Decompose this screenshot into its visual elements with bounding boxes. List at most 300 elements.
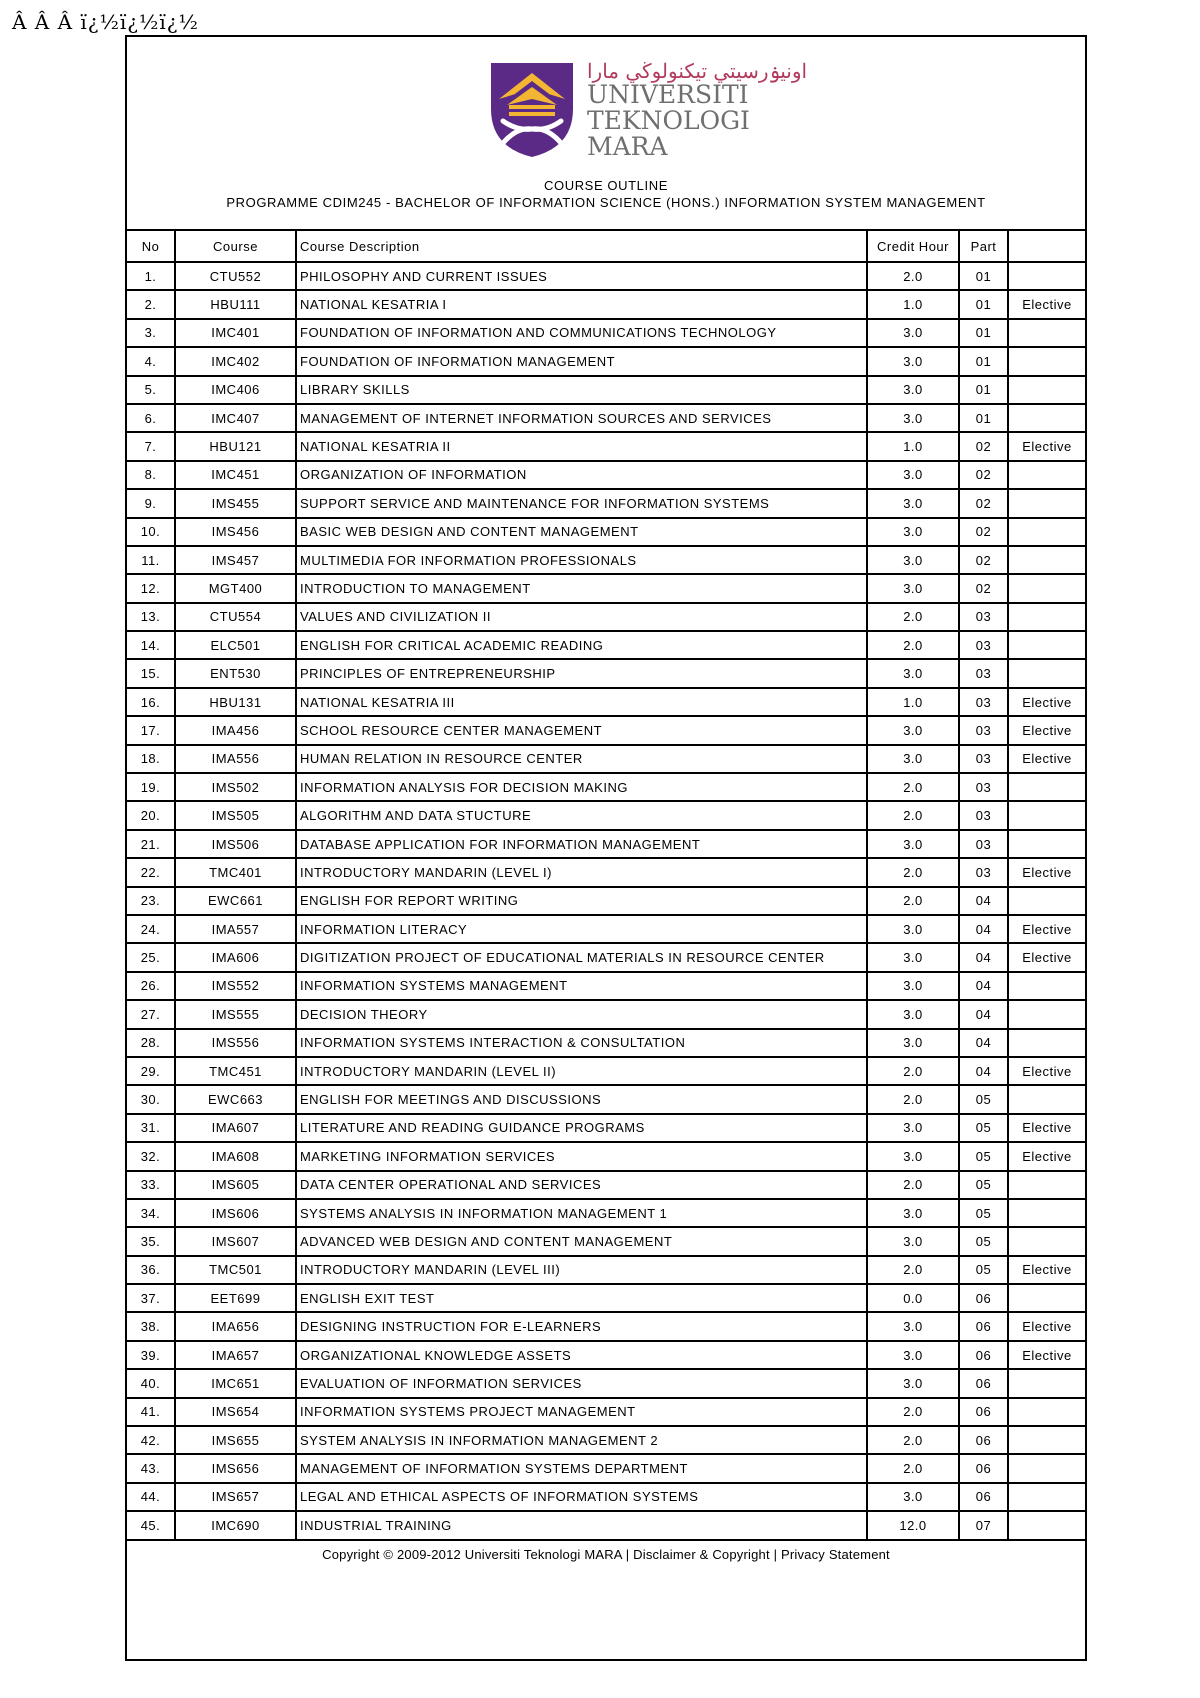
row-no: 45. [127,1511,175,1539]
table-row [127,347,1085,375]
row-elective [1008,887,1085,915]
row-credit-hour: 1.0 [867,290,959,318]
row-no: 18. [127,745,175,773]
row-course-code: IMA456 [175,716,296,744]
row-part: 05 [959,1142,1008,1170]
row-course-description: INFORMATION SYSTEMS INTERACTION & CONSULTATION [296,1029,867,1057]
row-no: 42. [127,1426,175,1454]
row-credit-hour: 2.0 [867,801,959,829]
row-elective [1008,1369,1085,1397]
table-row [127,1312,1085,1340]
table-row [127,887,1085,915]
row-part: 03 [959,659,1008,687]
row-elective [1008,1029,1085,1057]
row-course-code: EWC663 [175,1085,296,1113]
row-course-code: IMC407 [175,404,296,432]
row-no: 32. [127,1142,175,1170]
row-no: 28. [127,1029,175,1057]
footer-privacy-link[interactable]: Privacy Statement [780,1546,890,1562]
row-elective [1008,1000,1085,1028]
row-no: 16. [127,688,175,716]
row-credit-hour: 0.0 [867,1284,959,1312]
row-no: 5. [127,376,175,404]
row-course-code: EET699 [175,1284,296,1312]
row-part: 03 [959,631,1008,659]
row-credit-hour: 12.0 [867,1511,959,1539]
table-row [127,290,1085,318]
row-part: 02 [959,461,1008,489]
table-header-row [127,231,1085,262]
row-elective [1008,1454,1085,1482]
row-credit-hour: 3.0 [867,1199,959,1227]
row-course-description: INTRODUCTORY MANDARIN (LEVEL I) [296,858,867,886]
row-credit-hour: 2.0 [867,1426,959,1454]
row-elective [1008,376,1085,404]
row-no: 22. [127,858,175,886]
row-elective [1008,972,1085,1000]
row-no: 44. [127,1483,175,1511]
row-part: 01 [959,319,1008,347]
row-no: 33. [127,1171,175,1199]
row-part: 01 [959,262,1008,290]
row-course-description: DESIGNING INSTRUCTION FOR E-LEARNERS [296,1312,867,1340]
row-part: 04 [959,972,1008,1000]
row-elective [1008,1398,1085,1426]
row-credit-hour: 3.0 [867,518,959,546]
row-credit-hour: 2.0 [867,1256,959,1284]
row-part: 02 [959,546,1008,574]
row-course-description: ENGLISH FOR CRITICAL ACADEMIC READING [296,631,867,659]
row-no: 27. [127,1000,175,1028]
row-part: 02 [959,432,1008,460]
row-no: 14. [127,631,175,659]
row-credit-hour: 3.0 [867,1483,959,1511]
course-outline-frame [125,35,1087,1661]
row-credit-hour: 2.0 [867,1057,959,1085]
row-no: 37. [127,1284,175,1312]
row-part: 04 [959,1000,1008,1028]
row-no: 38. [127,1312,175,1340]
row-elective [1008,404,1085,432]
row-course-code: IMS657 [175,1483,296,1511]
row-course-code: IMS654 [175,1398,296,1426]
table-row [127,1483,1085,1511]
row-course-description: HUMAN RELATION IN RESOURCE CENTER [296,745,867,773]
row-course-code: HBU111 [175,290,296,318]
row-course-description: DECISION THEORY [296,1000,867,1028]
header-note [1008,231,1085,262]
table-row [127,404,1085,432]
table-row [127,1000,1085,1028]
header-description: Course Description [296,231,867,262]
row-part: 04 [959,943,1008,971]
row-course-code: CTU552 [175,262,296,290]
row-elective [1008,773,1085,801]
row-part: 04 [959,915,1008,943]
row-part: 06 [959,1483,1008,1511]
table-row [127,376,1085,404]
row-elective [1008,830,1085,858]
row-credit-hour: 3.0 [867,659,959,687]
row-credit-hour: 3.0 [867,716,959,744]
row-course-code: IMA656 [175,1312,296,1340]
table-row [127,972,1085,1000]
row-credit-hour: 2.0 [867,603,959,631]
footer-copyright: Copyright © 2009-2012 Universiti Teknologi MARA [322,1546,622,1562]
row-course-code: IMS552 [175,972,296,1000]
row-course-code: IMA607 [175,1114,296,1142]
row-no: 41. [127,1398,175,1426]
row-credit-hour: 3.0 [867,745,959,773]
row-part: 06 [959,1284,1008,1312]
row-credit-hour: 2.0 [867,773,959,801]
row-no: 26. [127,972,175,1000]
row-course-code: IMC406 [175,376,296,404]
university-name-line1: UNIVERSITI [587,80,749,109]
row-course-code: IMS555 [175,1000,296,1028]
row-credit-hour: 2.0 [867,887,959,915]
row-part: 06 [959,1369,1008,1397]
row-course-description: FOUNDATION OF INFORMATION MANAGEMENT [296,347,867,375]
row-course-code: IMS605 [175,1171,296,1199]
row-no: 36. [127,1256,175,1284]
row-part: 06 [959,1426,1008,1454]
table-row [127,745,1085,773]
row-no: 19. [127,773,175,801]
row-no: 30. [127,1085,175,1113]
row-credit-hour: 3.0 [867,943,959,971]
row-no: 7. [127,432,175,460]
row-part: 03 [959,830,1008,858]
row-no: 39. [127,1341,175,1369]
table-row [127,915,1085,943]
row-credit-hour: 2.0 [867,1085,959,1113]
row-course-code: IMA606 [175,943,296,971]
row-elective [1008,319,1085,347]
row-course-description: SYSTEMS ANALYSIS IN INFORMATION MANAGEMENT 1 [296,1199,867,1227]
row-part: 01 [959,404,1008,432]
row-course-description: SYSTEM ANALYSIS IN INFORMATION MANAGEMENT 2 [296,1426,867,1454]
row-course-description: ENGLISH EXIT TEST [296,1284,867,1312]
row-credit-hour: 3.0 [867,1369,959,1397]
row-course-description: ENGLISH FOR MEETINGS AND DISCUSSIONS [296,1085,867,1113]
row-no: 11. [127,546,175,574]
row-course-description: PHILOSOPHY AND CURRENT ISSUES [296,262,867,290]
row-no: 23. [127,887,175,915]
row-course-description: ORGANIZATION OF INFORMATION [296,461,867,489]
table-row [127,1029,1085,1057]
row-part: 04 [959,887,1008,915]
table-row [127,943,1085,971]
row-part: 05 [959,1256,1008,1284]
row-course-code: IMA657 [175,1341,296,1369]
logo-jawi-text: اونيۏرسيتي تيكنولوڬي مارا [587,59,808,83]
row-elective: Elective [1008,943,1085,971]
row-elective [1008,1199,1085,1227]
row-course-code: IMS502 [175,773,296,801]
row-credit-hour: 3.0 [867,347,959,375]
title-line-1: COURSE OUTLINE [544,178,668,193]
row-course-description: BASIC WEB DESIGN AND CONTENT MANAGEMENT [296,518,867,546]
row-course-description: NATIONAL KESATRIA I [296,290,867,318]
row-part: 03 [959,773,1008,801]
table-row [127,1227,1085,1255]
row-credit-hour: 3.0 [867,461,959,489]
row-no: 29. [127,1057,175,1085]
row-credit-hour: 1.0 [867,688,959,716]
row-course-description: DIGITIZATION PROJECT OF EDUCATIONAL MATERIALS IN RESOURCE CENTER [296,943,867,971]
row-credit-hour: 3.0 [867,319,959,347]
row-part: 03 [959,801,1008,829]
table-row [127,716,1085,744]
row-credit-hour: 2.0 [867,1454,959,1482]
row-course-code: TMC401 [175,858,296,886]
page-footer [127,1541,1085,1568]
row-no: 40. [127,1369,175,1397]
row-course-code: IMS457 [175,546,296,574]
row-course-code: IMC451 [175,461,296,489]
row-part: 01 [959,376,1008,404]
row-part: 02 [959,489,1008,517]
row-course-description: LITERATURE AND READING GUIDANCE PROGRAMS [296,1114,867,1142]
row-course-code: IMS656 [175,1454,296,1482]
row-part: 02 [959,574,1008,602]
row-elective [1008,347,1085,375]
row-part: 03 [959,688,1008,716]
row-credit-hour: 2.0 [867,858,959,886]
row-elective: Elective [1008,1256,1085,1284]
header-no: No [127,231,175,262]
row-course-code: IMS606 [175,1199,296,1227]
row-course-code: IMC651 [175,1369,296,1397]
table-row [127,461,1085,489]
row-credit-hour: 3.0 [867,1000,959,1028]
row-course-code: IMA557 [175,915,296,943]
row-elective [1008,631,1085,659]
row-credit-hour: 3.0 [867,404,959,432]
row-credit-hour: 3.0 [867,1341,959,1369]
table-row [127,801,1085,829]
row-elective [1008,489,1085,517]
row-no: 17. [127,716,175,744]
row-no: 20. [127,801,175,829]
row-no: 6. [127,404,175,432]
table-row [127,1057,1085,1085]
row-part: 05 [959,1114,1008,1142]
row-course-description: INFORMATION ANALYSIS FOR DECISION MAKING [296,773,867,801]
row-part: 03 [959,858,1008,886]
row-credit-hour: 3.0 [867,574,959,602]
table-row [127,1511,1085,1539]
row-course-description: NATIONAL KESATRIA II [296,432,867,460]
row-part: 06 [959,1312,1008,1340]
row-course-description: SCHOOL RESOURCE CENTER MANAGEMENT [296,716,867,744]
row-course-description: ENGLISH FOR REPORT WRITING [296,887,867,915]
row-course-description: LEGAL AND ETHICAL ASPECTS OF INFORMATION SYSTEMS [296,1483,867,1511]
footer-separator: | [625,1546,630,1562]
row-course-code: IMC401 [175,319,296,347]
row-course-description: EVALUATION OF INFORMATION SERVICES [296,1369,867,1397]
table-row [127,1284,1085,1312]
row-no: 12. [127,574,175,602]
table-row [127,1256,1085,1284]
row-credit-hour: 3.0 [867,1312,959,1340]
table-row [127,603,1085,631]
university-name [587,82,750,160]
table-row [127,1171,1085,1199]
row-course-description: DATA CENTER OPERATIONAL AND SERVICES [296,1171,867,1199]
row-course-code: IMS506 [175,830,296,858]
row-course-code: IMS456 [175,518,296,546]
row-course-code: HBU131 [175,688,296,716]
table-row [127,489,1085,517]
table-row [127,773,1085,801]
footer-disclaimer-link[interactable]: Disclaimer & Copyright [633,1546,770,1562]
row-elective [1008,1426,1085,1454]
row-course-description: INFORMATION SYSTEMS MANAGEMENT [296,972,867,1000]
row-course-code: IMS655 [175,1426,296,1454]
row-elective [1008,518,1085,546]
table-row [127,1454,1085,1482]
university-name-line2: TEKNOLOGI [587,106,750,135]
row-course-description: LIBRARY SKILLS [296,376,867,404]
table-row [127,518,1085,546]
row-course-code: ENT530 [175,659,296,687]
table-row [127,659,1085,687]
uitm-logo [487,59,577,159]
row-course-code: IMS607 [175,1227,296,1255]
header-course: Course [175,231,296,262]
row-course-code: IMC402 [175,347,296,375]
row-part: 06 [959,1341,1008,1369]
row-credit-hour: 3.0 [867,1114,959,1142]
row-no: 8. [127,461,175,489]
row-course-code: IMA556 [175,745,296,773]
title-line-2: PROGRAMME CDIM245 - BACHELOR OF INFORMATION SCIENCE (HONS.) INFORMATION SYSTEM MANAGEMENT [226,195,986,210]
row-course-description: MANAGEMENT OF INTERNET INFORMATION SOURCES AND SERVICES [296,404,867,432]
header-part: Part [959,231,1008,262]
row-elective: Elective [1008,745,1085,773]
row-credit-hour: 3.0 [867,1029,959,1057]
table-row [127,1199,1085,1227]
row-part: 03 [959,745,1008,773]
row-part: 02 [959,518,1008,546]
row-part: 01 [959,290,1008,318]
row-elective [1008,603,1085,631]
row-no: 13. [127,603,175,631]
row-course-code: TMC451 [175,1057,296,1085]
document-header [127,37,1085,231]
row-course-code: EWC661 [175,887,296,915]
row-credit-hour: 2.0 [867,631,959,659]
table-row [127,432,1085,460]
row-course-description: NATIONAL KESATRIA III [296,688,867,716]
garbled-header-text: Â Â Â ï¿½ï¿½ï¿½ [12,10,199,34]
row-credit-hour: 1.0 [867,432,959,460]
row-elective [1008,659,1085,687]
row-course-code: TMC501 [175,1256,296,1284]
row-elective: Elective [1008,290,1085,318]
document-title [127,177,1085,211]
row-credit-hour: 3.0 [867,1227,959,1255]
row-credit-hour: 3.0 [867,972,959,1000]
row-course-code: CTU554 [175,603,296,631]
row-no: 15. [127,659,175,687]
table-row [127,1369,1085,1397]
table-row [127,1085,1085,1113]
row-elective: Elective [1008,1057,1085,1085]
row-credit-hour: 3.0 [867,830,959,858]
table-row [127,262,1085,290]
row-course-description: INDUSTRIAL TRAINING [296,1511,867,1539]
row-no: 25. [127,943,175,971]
row-course-description: SUPPORT SERVICE AND MAINTENANCE FOR INFORMATION SYSTEMS [296,489,867,517]
row-part: 07 [959,1511,1008,1539]
row-elective [1008,1511,1085,1539]
row-no: 1. [127,262,175,290]
row-elective [1008,801,1085,829]
row-part: 03 [959,603,1008,631]
row-part: 06 [959,1398,1008,1426]
row-no: 10. [127,518,175,546]
row-course-description: INFORMATION LITERACY [296,915,867,943]
row-no: 35. [127,1227,175,1255]
row-part: 05 [959,1227,1008,1255]
row-elective: Elective [1008,1142,1085,1170]
row-course-code: HBU121 [175,432,296,460]
header-credit-hour: Credit Hour [867,231,959,262]
row-elective [1008,1171,1085,1199]
row-part: 05 [959,1171,1008,1199]
row-credit-hour: 3.0 [867,376,959,404]
row-no: 4. [127,347,175,375]
table-row [127,830,1085,858]
row-elective [1008,574,1085,602]
row-part: 01 [959,347,1008,375]
row-part: 05 [959,1199,1008,1227]
row-no: 31. [127,1114,175,1142]
row-credit-hour: 3.0 [867,489,959,517]
university-name-line3: MARA [587,132,668,161]
row-course-description: INTRODUCTION TO MANAGEMENT [296,574,867,602]
row-course-description: INTRODUCTORY MANDARIN (LEVEL III) [296,1256,867,1284]
table-row [127,1426,1085,1454]
table-row [127,574,1085,602]
row-course-code: IMC690 [175,1511,296,1539]
row-elective [1008,262,1085,290]
row-credit-hour: 3.0 [867,546,959,574]
row-credit-hour: 2.0 [867,262,959,290]
row-elective: Elective [1008,688,1085,716]
table-row [127,1142,1085,1170]
row-no: 43. [127,1454,175,1482]
row-course-description: ADVANCED WEB DESIGN AND CONTENT MANAGEMENT [296,1227,867,1255]
row-elective [1008,546,1085,574]
row-course-code: IMS556 [175,1029,296,1057]
row-part: 03 [959,716,1008,744]
row-part: 04 [959,1029,1008,1057]
row-course-description: MANAGEMENT OF INFORMATION SYSTEMS DEPARTMENT [296,1454,867,1482]
row-course-description: VALUES AND CIVILIZATION II [296,603,867,631]
table-row [127,858,1085,886]
row-elective [1008,1284,1085,1312]
row-no: 2. [127,290,175,318]
table-row [127,688,1085,716]
row-elective [1008,461,1085,489]
row-credit-hour: 2.0 [867,1398,959,1426]
row-elective [1008,1227,1085,1255]
row-course-code: MGT400 [175,574,296,602]
